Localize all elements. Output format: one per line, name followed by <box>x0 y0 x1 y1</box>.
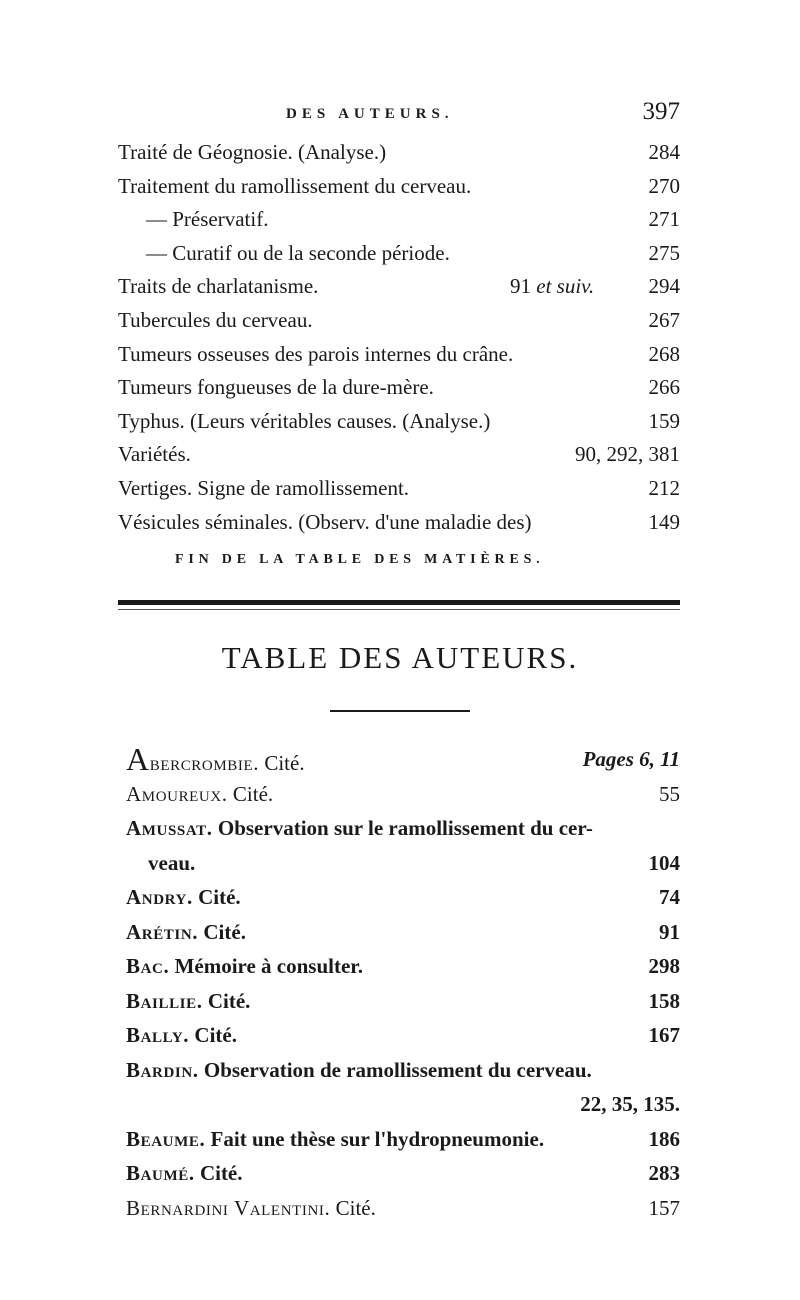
list-item <box>118 371 680 405</box>
entry-extra-page: 91 <box>510 274 531 299</box>
author-entry-text <box>126 1053 592 1088</box>
author-entry-text <box>126 1156 243 1191</box>
entry-pages: 90, 292, 381 <box>575 442 680 467</box>
list-item <box>118 304 680 338</box>
list-item <box>118 170 680 204</box>
entry-pages: 270 <box>648 173 680 198</box>
author-pages: 91 <box>659 919 680 944</box>
page-number: 397 <box>642 98 680 125</box>
author-name: Bally. <box>126 1023 190 1047</box>
author-name: Bac. <box>126 954 170 978</box>
author-name: Amoureux. <box>126 781 228 806</box>
divider-rule-thin <box>118 609 680 610</box>
running-head <box>118 100 680 132</box>
author-name: Andry. <box>126 885 193 909</box>
author-name: Beaume. <box>126 1126 206 1151</box>
author-entry-text <box>126 742 305 781</box>
author-pages: 74 <box>659 885 680 909</box>
list-item <box>118 203 680 237</box>
list-item <box>118 472 680 506</box>
author-entry-text <box>148 846 195 881</box>
author-entry-text <box>126 1122 544 1157</box>
end-of-table-note: FIN DE LA TABLE DES MATIÈRES. <box>175 552 545 567</box>
author-entry-text <box>126 984 250 1019</box>
list-item <box>118 846 680 881</box>
entry-pages: 268 <box>648 341 680 366</box>
entry-extra-label: et suiv. <box>536 274 595 299</box>
drop-cap-initial: A <box>126 741 150 777</box>
author-name: Arétin. <box>126 919 199 944</box>
author-entry-list <box>118 742 680 1225</box>
author-entry-text <box>126 880 241 915</box>
entry-pages: 294 <box>648 274 680 299</box>
author-entry-text <box>126 915 246 950</box>
list-item <box>118 237 680 271</box>
author-name: Bernardini Valentini. <box>126 1195 331 1220</box>
author-desc: veau. <box>148 850 196 875</box>
entry-pages: 275 <box>648 240 680 265</box>
entry-text: Traits de charlatanisme. <box>118 274 319 299</box>
running-title: DES AUTEURS. <box>286 106 454 122</box>
author-desc: Cité. <box>259 751 305 775</box>
list-item <box>118 984 680 1019</box>
author-desc: Observation de ramollissement du cerveau. <box>198 1057 592 1082</box>
section-title: TABLE DES AUTEURS. <box>221 640 579 675</box>
divider-rule <box>118 600 680 605</box>
list-item <box>118 1156 680 1191</box>
list-item <box>118 1018 680 1053</box>
list-item <box>118 742 680 777</box>
author-desc: Observation sur le ramollissement du cer- <box>212 816 593 840</box>
entry-text: Variétés. <box>118 442 191 467</box>
list-item <box>118 1122 680 1157</box>
author-desc: Cité. <box>194 1161 243 1185</box>
author-name: Baumé. <box>126 1161 195 1185</box>
list-item <box>118 136 680 170</box>
author-entry-text <box>126 949 363 984</box>
entry-pages: 149 <box>648 509 680 534</box>
author-desc: Mémoire à consulter. <box>169 954 363 978</box>
list-item <box>118 880 680 915</box>
list-item <box>118 949 680 984</box>
author-pages: 157 <box>648 1195 680 1220</box>
author-entry-text <box>126 811 593 846</box>
title-underline-rule <box>330 710 470 712</box>
entry-text: Tumeurs fongueuses de la dure-mère. <box>118 375 434 400</box>
entry-text: Typhus. (Leurs véritables causes. (Analyse.) <box>118 408 491 433</box>
author-entry-text <box>126 1018 237 1053</box>
author-name: Abercrombie. <box>126 741 260 777</box>
author-pages: 158 <box>648 988 680 1013</box>
entry-text: Vertiges. Signe de ramollissement. <box>118 475 410 500</box>
entry-text: Tubercules du cerveau. <box>118 307 313 332</box>
author-pages: 167 <box>648 1023 680 1047</box>
author-pages: 22, 35, 135. <box>580 1092 680 1116</box>
author-desc: Cité. <box>189 1023 237 1047</box>
list-item <box>118 811 680 846</box>
author-desc: Cité. <box>192 885 241 909</box>
entry-pages: 284 <box>648 140 680 164</box>
author-name: Baillie. <box>126 988 203 1013</box>
list-item <box>118 270 680 304</box>
author-desc: Cité. <box>198 919 246 944</box>
author-pages: 298 <box>648 954 680 978</box>
entry-pages: 266 <box>648 375 680 400</box>
author-entry-text <box>126 1191 376 1226</box>
pages-label: Pages <box>582 747 634 771</box>
list-item <box>118 777 680 812</box>
entry-text: — Préservatif. <box>146 207 269 232</box>
list-item <box>118 506 680 540</box>
entry-text: Traité de Géognosie. (Analyse.) <box>118 140 387 164</box>
author-desc: Cité. <box>227 781 274 806</box>
author-name: Amussat. <box>126 816 213 840</box>
author-pages: 104 <box>648 850 680 875</box>
entry-pages: 267 <box>648 307 680 332</box>
list-item <box>118 1087 680 1122</box>
entry-text: — Curatif ou de la seconde période. <box>146 240 450 265</box>
author-pages: 55 <box>659 781 680 806</box>
author-pages: Pages 6, 11 <box>582 747 680 771</box>
list-item <box>118 338 680 372</box>
author-desc: Fait une thèse sur l'hydropneumonie. <box>205 1126 545 1151</box>
author-pages: 283 <box>648 1161 680 1185</box>
author-desc: Cité. <box>330 1195 376 1220</box>
author-desc: Cité. <box>202 988 251 1013</box>
entry-pages: 271 <box>648 207 680 232</box>
entry-text: Vésicules séminales. (Observ. d'une maladie des) <box>118 509 532 534</box>
entry-extra-pages <box>510 270 594 304</box>
author-entry-text <box>126 777 273 812</box>
author-name: Bardin. <box>126 1057 199 1082</box>
list-item <box>118 1191 680 1226</box>
entry-pages: 159 <box>648 408 680 433</box>
list-item <box>118 438 680 472</box>
author-pages: 186 <box>648 1126 680 1151</box>
list-item <box>118 915 680 950</box>
list-item <box>118 1053 680 1088</box>
entry-text: Tumeurs osseuses des parois internes du crâne. <box>118 341 514 366</box>
entry-pages: 212 <box>648 475 680 500</box>
matieres-entry-list <box>118 136 680 539</box>
list-item <box>118 405 680 439</box>
entry-text: Traitement du ramollissement du cerveau. <box>118 173 472 198</box>
